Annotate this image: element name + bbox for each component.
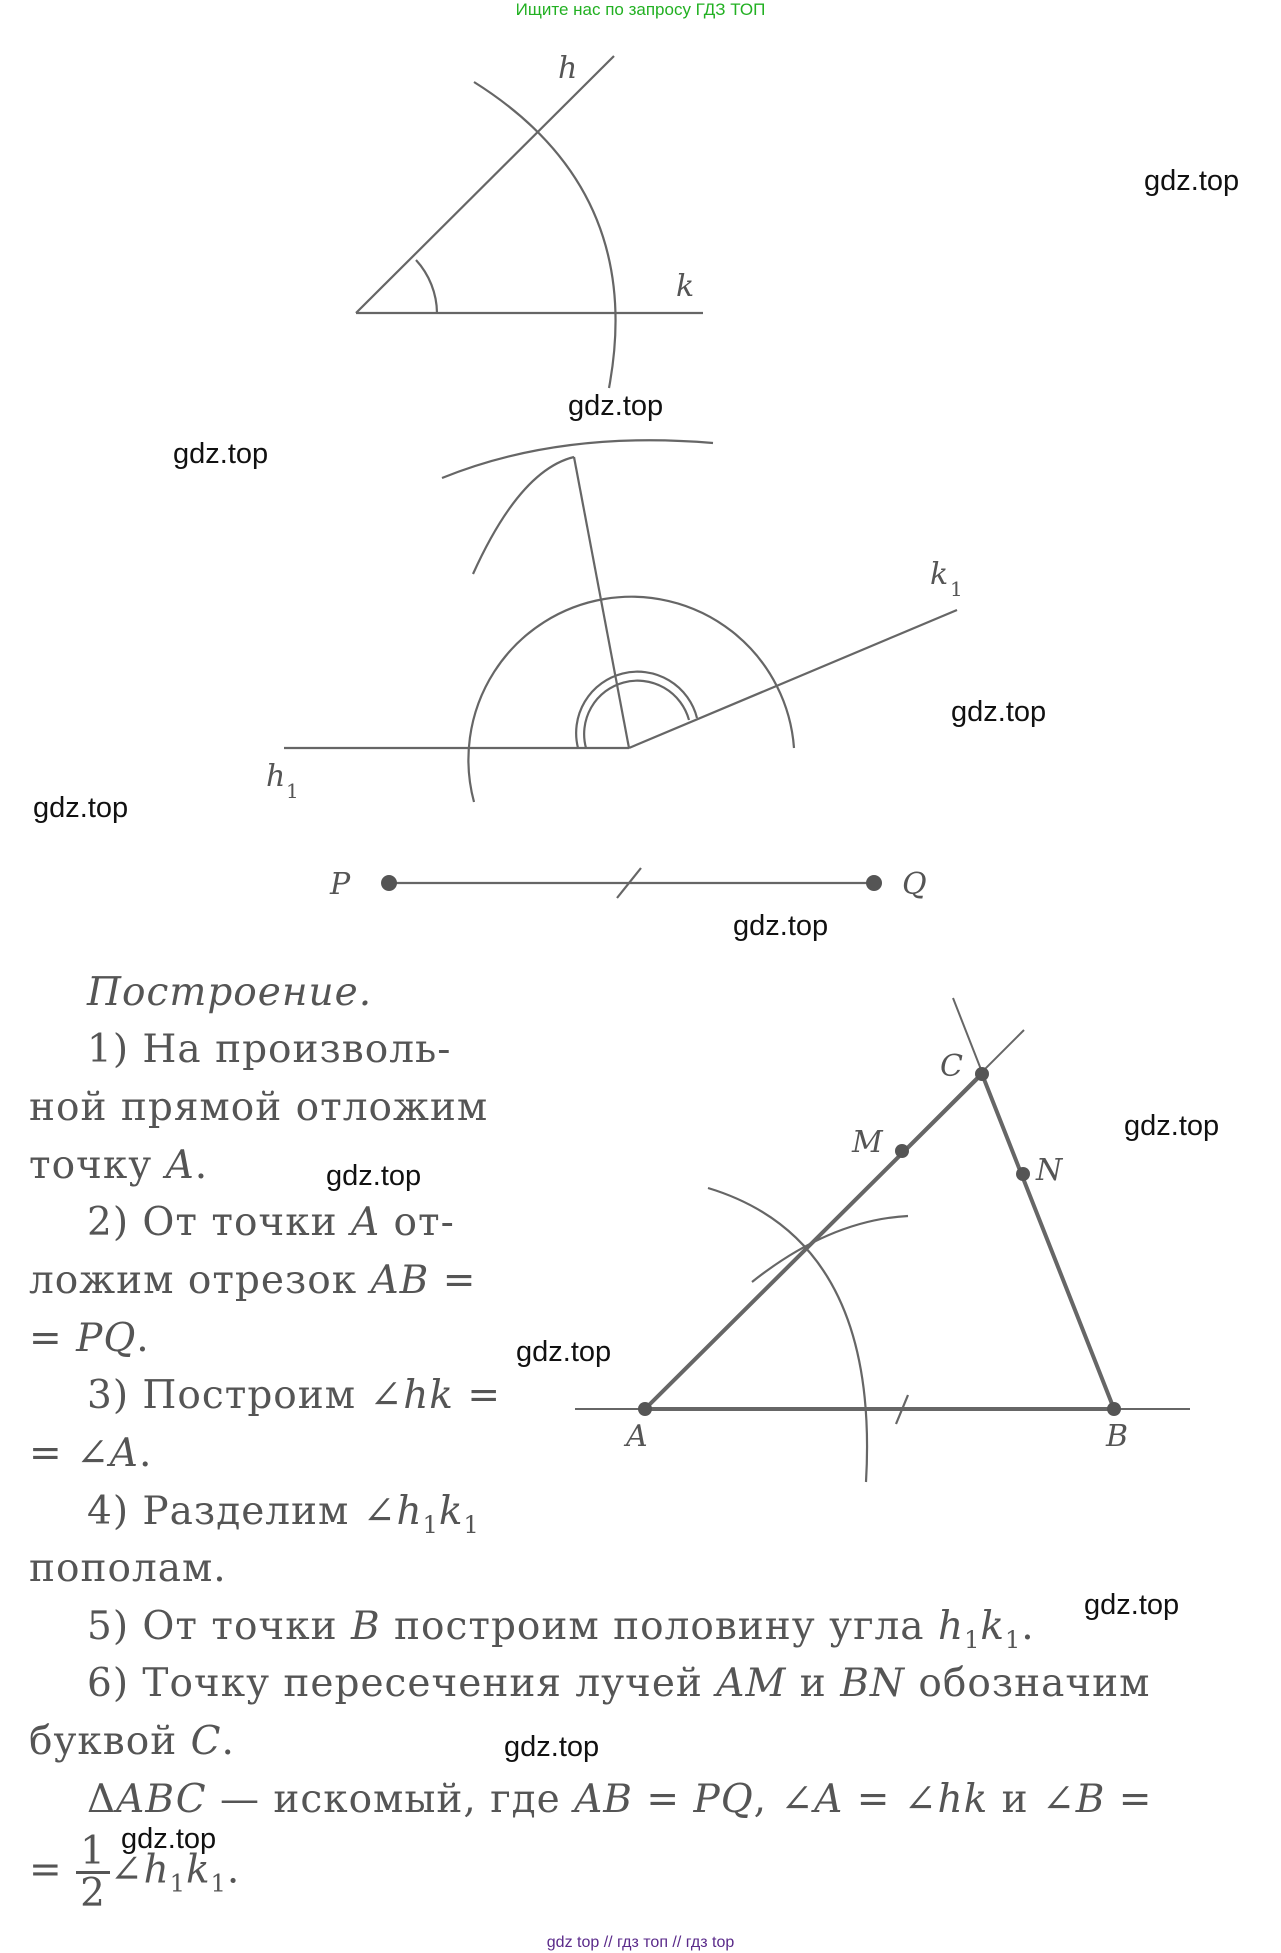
figure-angle-h1k1 — [284, 440, 957, 802]
text-step1-line1: 1) На произволь- — [87, 1027, 452, 1072]
point-p — [381, 875, 397, 891]
point-m — [895, 1144, 909, 1158]
label-h1: h — [266, 759, 286, 794]
label-k1: k — [930, 557, 949, 592]
label-h: h — [558, 51, 578, 86]
label-b: B — [1106, 1419, 1129, 1454]
text-step2-line1: 2) От точки A от- — [87, 1200, 455, 1245]
text-step6-line2: буквой C. — [29, 1719, 235, 1764]
compass-arc-left — [473, 457, 574, 574]
ray-k1 — [629, 610, 957, 748]
watermark: gdz.top — [1084, 1589, 1180, 1621]
double-arc-outer — [576, 672, 697, 748]
watermark: gdz.top — [1124, 1110, 1220, 1142]
text-step4-line1: 4) Разделим $\angle h_1k_1$ — [87, 1489, 480, 1539]
text-step1-line3: точку A. — [29, 1143, 209, 1188]
watermark: gdz.top — [951, 696, 1047, 728]
label-p: P — [330, 867, 351, 902]
point-c — [975, 1067, 989, 1081]
text-result-line2: = $\frac{1}{2}$ $\angle h_1k_1$. — [29, 1829, 241, 1916]
watermark: gdz.top — [326, 1160, 422, 1192]
point-b — [1107, 1402, 1121, 1416]
text-step3-line1: 3) Построим ∠hk = — [87, 1373, 502, 1418]
label-k1-sub: 1 — [950, 577, 963, 601]
point-n — [1016, 1167, 1030, 1181]
text-step2-line2: ложим отрезок AB = — [29, 1258, 477, 1303]
figure-segment-pq — [389, 868, 874, 898]
text-result-line1: ΔABC — искомый, где AB = PQ, ∠A = ∠hk и ∠B = — [87, 1777, 1153, 1822]
angle-mark — [416, 260, 437, 313]
compass-arc-a — [708, 1188, 867, 1482]
text-step4-line2: пополам. — [29, 1546, 227, 1591]
watermark: gdz.top — [516, 1336, 612, 1368]
figure-angle-hk — [356, 56, 703, 388]
label-h1-sub: 1 — [286, 779, 299, 803]
label-n: N — [1036, 1153, 1063, 1188]
text-step5: 5) От точки B построим половину угла $h_1k_1$. — [87, 1604, 1035, 1654]
top-banner: Ищите нас по запросу ГДЗ ТОП — [515, 0, 766, 19]
watermark: gdz.top — [1144, 165, 1240, 197]
label-k: k — [676, 269, 695, 304]
point-q — [866, 875, 882, 891]
figure-triangle-abc — [575, 998, 1190, 1482]
compass-arc — [474, 82, 616, 388]
label-c: C — [940, 1049, 963, 1084]
label-a: A — [626, 1419, 648, 1454]
watermark: gdz.top — [568, 390, 664, 422]
text-step6-line1: 6) Точку пересечения лучей AM и BN обозначим — [87, 1661, 1151, 1706]
text-step1-line2: ной прямой отложим — [29, 1085, 489, 1130]
watermark: gdz.top — [173, 438, 269, 470]
text-step2-line3: = PQ. — [29, 1316, 150, 1361]
point-a — [638, 1402, 652, 1416]
footer: gdz top // гдз топ // гдз top — [546, 1934, 735, 1951]
text-step3-line2: = ∠A. — [29, 1431, 153, 1476]
label-m: M — [852, 1125, 883, 1160]
watermark: gdz.top — [33, 792, 129, 824]
label-q: Q — [902, 867, 927, 902]
watermark: gdz.top — [733, 910, 829, 942]
watermark: gdz.top — [504, 1731, 600, 1763]
text-heading: Построение. — [87, 970, 373, 1015]
ray-h — [356, 56, 614, 313]
watermark: gdz.top — [121, 1823, 217, 1855]
fraction-one-half: $\frac{1}{2}$ — [76, 1832, 110, 1913]
double-arc-inner — [584, 681, 689, 748]
